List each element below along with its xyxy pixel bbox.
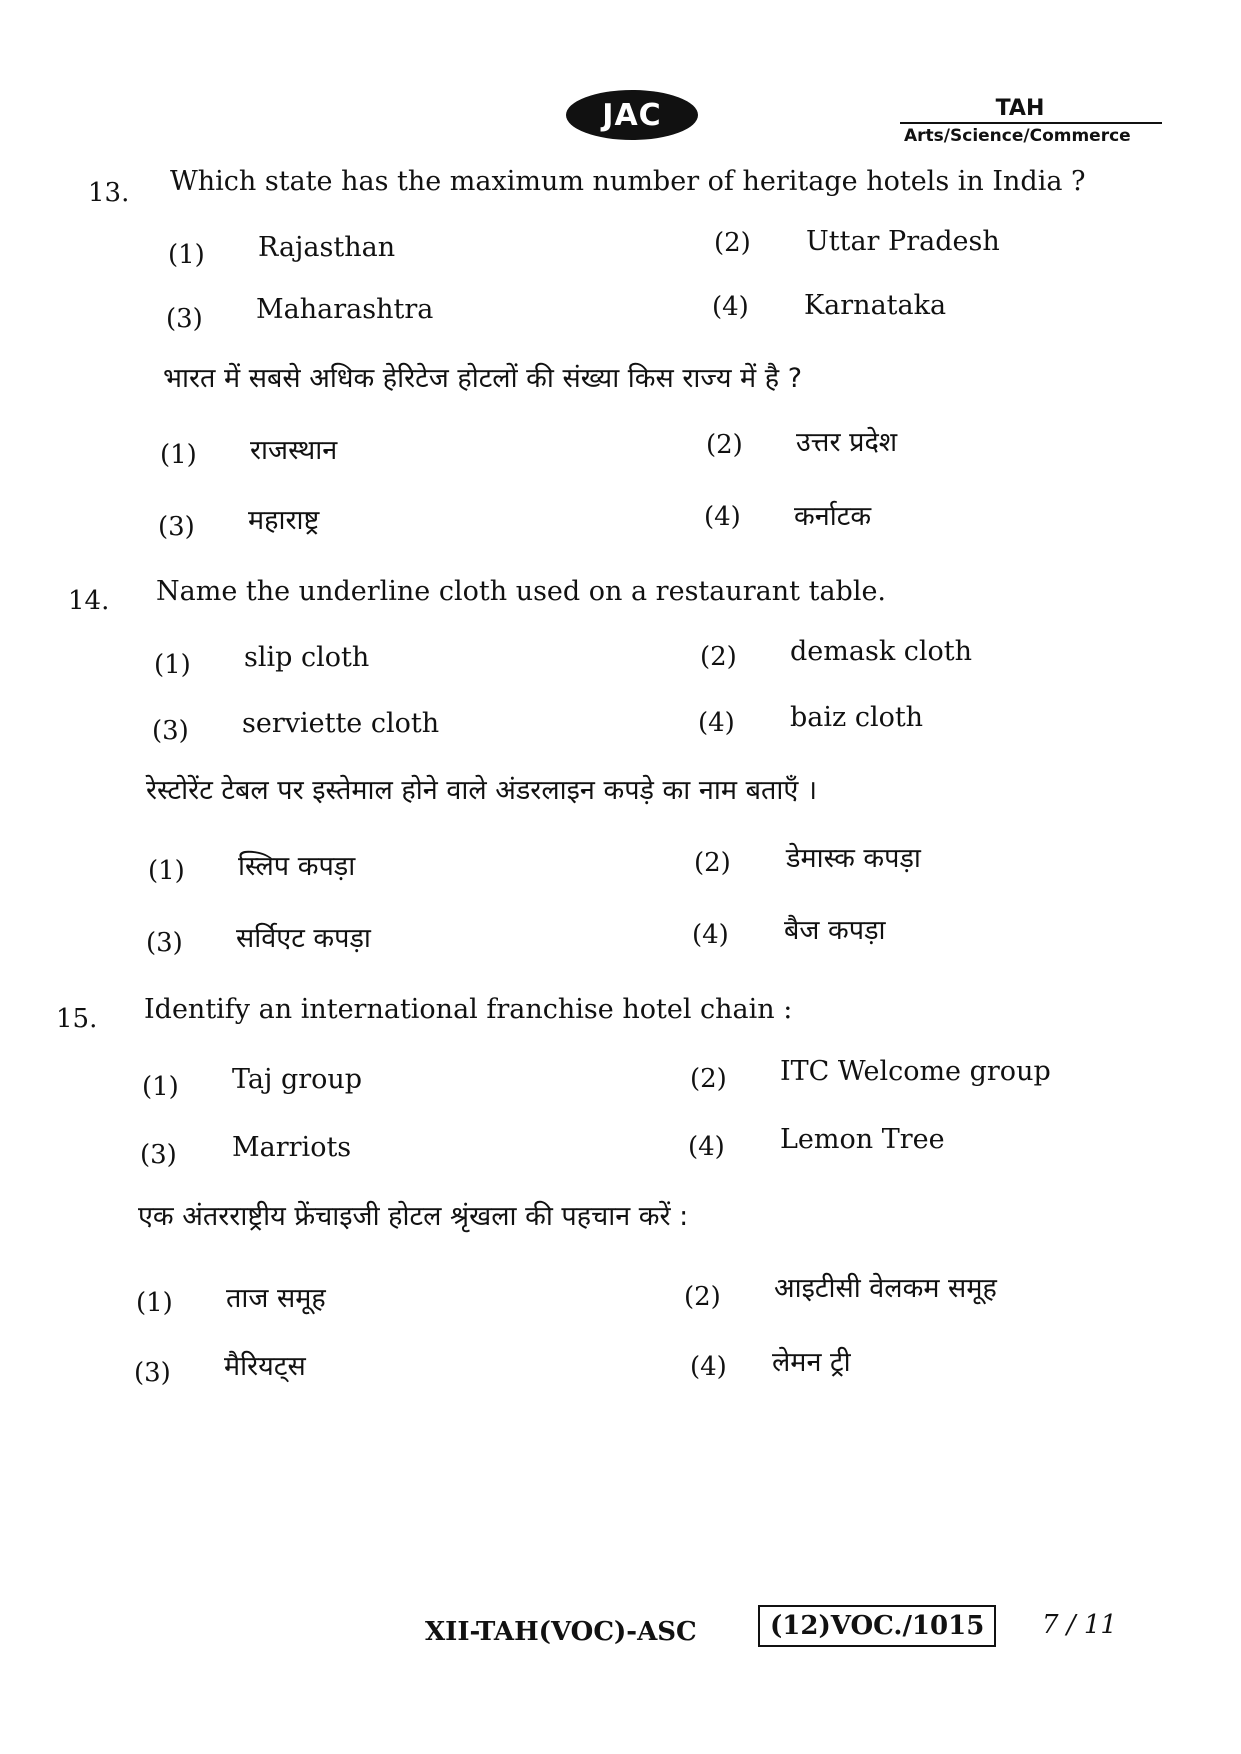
option-number: (1) — [142, 1072, 179, 1102]
option-number: (4) — [690, 1352, 727, 1382]
option-number: (3) — [158, 512, 195, 542]
option-text: serviette cloth — [242, 708, 440, 739]
option-number: (3) — [166, 304, 203, 334]
option-text: स्लिप कपड़ा — [238, 851, 356, 882]
option-text: बैज कपड़ा — [784, 915, 886, 946]
option-number: (3) — [146, 928, 183, 958]
option-number: (2) — [690, 1064, 727, 1094]
question-text-hi: एक अंतरराष्ट्रीय फ्रेंचाइजी होटल श्रृंखला की पहचान करें : — [138, 1201, 689, 1232]
option-number: (4) — [712, 292, 749, 322]
stream-label: Arts/Science/Commerce — [904, 126, 1131, 146]
option-text: राजस्थान — [250, 435, 338, 466]
option-number: (1) — [136, 1288, 173, 1318]
subject-code: TAH — [995, 96, 1045, 121]
option-number: (4) — [698, 708, 735, 738]
question-text-en: Identify an international franchise hotel chain : — [144, 994, 793, 1025]
option-text: डेमास्क कपड़ा — [786, 843, 921, 874]
question-text-en: Name the underline cloth used on a restaurant table. — [156, 576, 887, 607]
option-text: baiz cloth — [790, 702, 924, 733]
option-number: (2) — [714, 228, 751, 258]
question-text-hi: रेस्टोरेंट टेबल पर इस्तेमाल होने वाले अंडरलाइन कपड़े का नाम बताएँ । — [146, 775, 818, 806]
option-number: (2) — [684, 1282, 721, 1312]
option-number: (4) — [692, 920, 729, 950]
option-number: (4) — [704, 502, 741, 532]
option-text: Lemon Tree — [780, 1124, 945, 1155]
option-text: सर्विएट कपड़ा — [236, 923, 371, 954]
question-number: 15. — [56, 1004, 98, 1034]
page-number: 7 / 11 — [1042, 1610, 1117, 1640]
logo-text: JAC — [602, 97, 662, 133]
boxed-paper-code: (12)VOC./1015 — [758, 1605, 996, 1647]
option-text: कर्नाटक — [794, 501, 872, 532]
option-text: slip cloth — [244, 642, 370, 673]
option-text: लेमन ट्री — [772, 1347, 851, 1378]
option-text: Rajasthan — [258, 232, 396, 263]
option-text: Marriots — [232, 1132, 352, 1163]
question-number: 13. — [88, 178, 130, 208]
header-divider — [900, 122, 1162, 124]
option-text: मैरियट्स — [224, 1351, 306, 1382]
question-number: 14. — [68, 586, 110, 616]
option-number: (1) — [168, 240, 205, 270]
jac-logo — [566, 90, 698, 140]
option-text: आइटीसी वेलकम समूह — [774, 1273, 997, 1304]
question-text-en: Which state has the maximum number of heritage hotels in India ? — [170, 166, 1086, 197]
option-text: demask cloth — [790, 636, 973, 667]
option-number: (3) — [152, 716, 189, 746]
option-number: (1) — [154, 650, 191, 680]
option-number: (2) — [700, 642, 737, 672]
paper-code: XII-TAH(VOC)-ASC — [425, 1617, 697, 1647]
option-number: (3) — [134, 1358, 171, 1388]
option-number: (2) — [694, 848, 731, 878]
option-number: (4) — [688, 1132, 725, 1162]
option-text: Taj group — [232, 1064, 363, 1095]
option-number: (1) — [148, 856, 185, 886]
option-text: उत्तर प्रदेश — [796, 427, 898, 458]
option-text: महाराष्ट्र — [248, 505, 320, 536]
option-text: Maharashtra — [256, 294, 434, 325]
question-text-hi: भारत में सबसे अधिक हेरिटेज होटलों की संख्या किस राज्य में है ? — [163, 363, 803, 394]
option-number: (1) — [160, 440, 197, 470]
option-text: ताज समूह — [226, 1283, 326, 1314]
option-text: Uttar Pradesh — [806, 226, 1000, 257]
option-text: ITC Welcome group — [780, 1056, 1051, 1087]
option-text: Karnataka — [804, 290, 947, 321]
option-number: (2) — [706, 430, 743, 460]
option-number: (3) — [140, 1140, 177, 1170]
